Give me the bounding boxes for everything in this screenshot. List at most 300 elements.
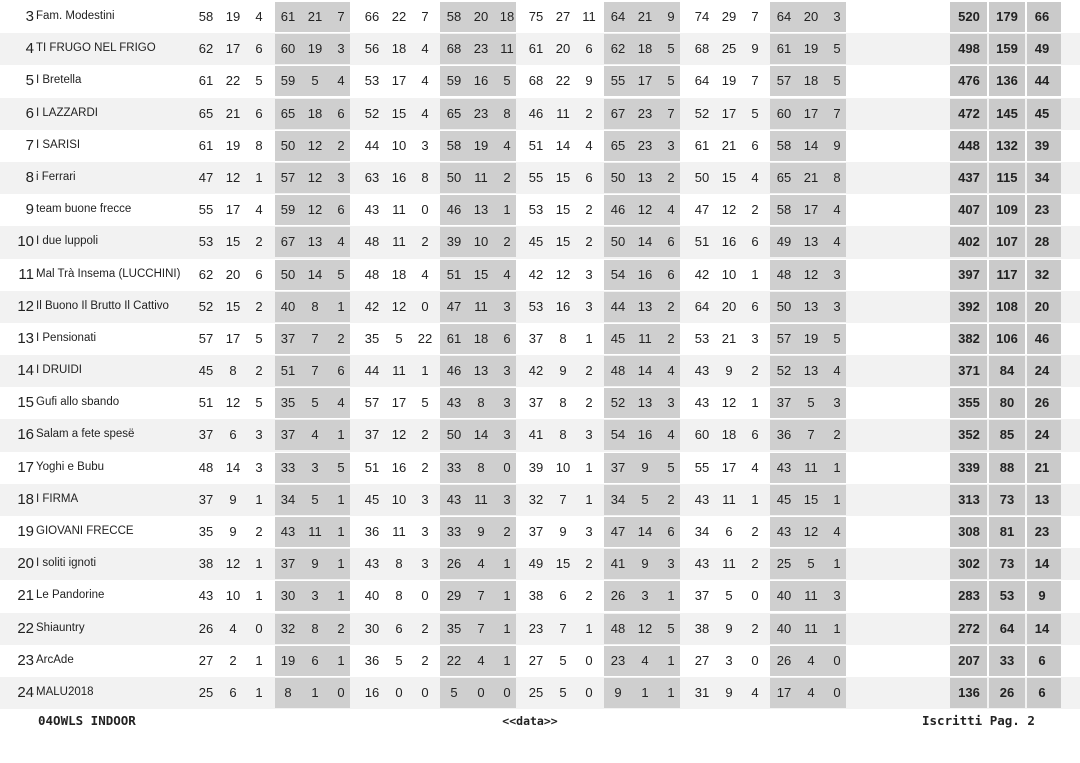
- score-cell: 4: [421, 266, 429, 282]
- score-cell: 3: [503, 491, 511, 507]
- score-cell: 8: [229, 363, 237, 379]
- score-cell: 52: [610, 395, 626, 411]
- score-cell: 0: [751, 588, 759, 604]
- score-cell: 0: [503, 684, 511, 700]
- score-cell: 9: [641, 556, 649, 572]
- score-cell: 46: [446, 202, 462, 218]
- score-cell: 75: [528, 9, 544, 24]
- score-cell: 2: [421, 620, 429, 636]
- score-cell: 58: [776, 137, 792, 153]
- score-cell: 4: [503, 266, 511, 282]
- rank-cell: 15: [17, 394, 34, 412]
- table-row: [0, 355, 1080, 387]
- score-cell: 50: [280, 266, 296, 282]
- score-cell: 64: [610, 9, 626, 24]
- score-cell: 2: [421, 652, 429, 668]
- score-cell: 64: [776, 9, 792, 24]
- total-cell: 302: [958, 556, 980, 572]
- score-cell: 12: [225, 556, 241, 572]
- score-cell: 41: [528, 427, 544, 443]
- rank-cell: 14: [17, 362, 34, 380]
- total-cell: 448: [958, 137, 980, 153]
- score-cell: 3: [585, 266, 593, 282]
- team-name-cell: I LAZZARDI: [36, 106, 98, 119]
- score-cell: 4: [421, 41, 429, 57]
- results-table: [0, 1, 1080, 709]
- score-cell: 34: [694, 524, 710, 539]
- score-cell: 7: [751, 9, 759, 24]
- score-cell: 9: [667, 9, 675, 24]
- score-cell: 15: [391, 105, 407, 121]
- score-cell: 0: [833, 652, 841, 668]
- score-cell: 8: [311, 620, 319, 636]
- rank-cell: 20: [17, 555, 34, 573]
- score-cell: 4: [751, 684, 759, 700]
- score-cell: 6: [585, 41, 593, 57]
- score-cell: 3: [503, 427, 511, 443]
- score-cell: 13: [803, 363, 819, 379]
- score-cell: 5: [725, 588, 733, 604]
- team-name-cell: I due luppoli: [36, 235, 99, 248]
- score-cell: 13: [473, 363, 489, 379]
- score-cell: 45: [528, 234, 544, 250]
- score-cell: 2: [585, 588, 593, 604]
- score-cell: 3: [833, 395, 841, 411]
- score-cell: 4: [751, 459, 759, 475]
- score-cell: 2: [503, 234, 511, 250]
- score-cell: 18: [307, 105, 323, 121]
- score-cell: 53: [198, 234, 214, 250]
- score-cell: 2: [421, 427, 429, 443]
- score-cell: 11: [500, 41, 514, 57]
- score-cell: 3: [255, 427, 263, 443]
- score-cell: 12: [637, 202, 653, 218]
- table-row: [0, 548, 1080, 580]
- score-cell: 7: [477, 620, 485, 636]
- score-cell: 3: [725, 652, 733, 668]
- team-name-cell: GIOVANI FRECCE: [36, 525, 134, 537]
- score-cell: 48: [198, 459, 214, 475]
- team-name-cell: I soliti ignoti: [36, 557, 97, 570]
- rank-cell: 4: [25, 40, 34, 58]
- score-cell: 13: [307, 234, 323, 250]
- score-cell: 52: [776, 363, 792, 379]
- rank-cell: 19: [17, 523, 34, 540]
- score-cell: 58: [198, 9, 214, 24]
- score-cell: 11: [722, 491, 736, 507]
- score-cell: 17: [637, 73, 653, 89]
- total-cell: 39: [1034, 137, 1050, 153]
- score-cell: 4: [421, 105, 429, 121]
- score-cell: 23: [610, 652, 626, 668]
- score-cell: 3: [421, 137, 429, 153]
- total-cell: 6: [1038, 652, 1046, 668]
- table-row: [0, 130, 1080, 162]
- score-cell: 1: [503, 202, 511, 218]
- score-cell: 1: [337, 556, 345, 572]
- team-name-cell: Fam. Modestini: [36, 10, 115, 22]
- score-cell: 7: [807, 427, 815, 443]
- score-cell: 2: [503, 169, 511, 185]
- score-cell: 11: [582, 9, 596, 24]
- score-cell: 14: [555, 137, 571, 153]
- score-cell: 3: [667, 395, 675, 411]
- team-name-cell: Gufi allo sbando: [36, 396, 120, 409]
- score-cell: 4: [337, 234, 345, 250]
- total-cell: 108: [996, 298, 1018, 314]
- score-cell: 65: [446, 105, 462, 121]
- table-row: [0, 33, 1080, 65]
- score-cell: 2: [833, 427, 841, 443]
- score-cell: 49: [528, 556, 544, 572]
- score-cell: 2: [229, 652, 237, 668]
- score-cell: 6: [255, 105, 263, 121]
- score-cell: 5: [667, 41, 675, 57]
- score-cell: 59: [280, 73, 296, 89]
- score-cell: 20: [555, 41, 571, 57]
- score-cell: 61: [694, 137, 710, 153]
- table-row: [0, 226, 1080, 258]
- score-cell: 53: [364, 73, 380, 89]
- score-cell: 9: [559, 363, 567, 379]
- total-cell: 382: [958, 330, 980, 346]
- table-row: [0, 194, 1080, 226]
- score-cell: 9: [585, 73, 593, 89]
- score-cell: 9: [725, 620, 733, 636]
- score-cell: 2: [337, 330, 345, 346]
- score-cell: 2: [667, 298, 675, 314]
- score-cell: 39: [528, 459, 544, 475]
- score-cell: 51: [694, 234, 710, 250]
- score-cell: 53: [528, 298, 544, 314]
- total-cell: 9: [1038, 588, 1046, 604]
- score-cell: 40: [776, 620, 792, 636]
- score-cell: 17: [225, 202, 241, 218]
- score-cell: 43: [364, 202, 380, 218]
- rank-cell: 21: [17, 587, 34, 605]
- score-cell: 45: [364, 491, 380, 507]
- score-cell: 8: [559, 330, 567, 346]
- score-cell: 6: [337, 363, 345, 379]
- score-cell: 1: [337, 652, 345, 668]
- score-cell: 0: [503, 459, 511, 475]
- score-cell: 1: [311, 684, 319, 700]
- score-cell: 6: [229, 684, 237, 700]
- score-cell: 6: [751, 298, 759, 314]
- score-cell: 65: [776, 169, 792, 185]
- score-cell: 3: [833, 266, 841, 282]
- score-cell: 2: [585, 363, 593, 379]
- score-cell: 4: [833, 234, 841, 250]
- score-cell: 23: [528, 620, 544, 636]
- score-cell: 1: [337, 298, 345, 314]
- table-row: [0, 484, 1080, 516]
- score-cell: 11: [474, 491, 488, 507]
- score-cell: 12: [225, 169, 241, 185]
- score-cell: 59: [446, 73, 462, 89]
- score-cell: 18: [391, 41, 407, 57]
- score-cell: 1: [503, 652, 511, 668]
- score-cell: 3: [421, 556, 429, 572]
- score-cell: 15: [555, 169, 571, 185]
- score-cell: 37: [280, 330, 296, 346]
- score-cell: 8: [395, 588, 403, 604]
- score-cell: 13: [803, 234, 819, 250]
- score-cell: 41: [610, 556, 626, 572]
- team-name-cell: Yoghi e Bubu: [36, 460, 105, 473]
- score-cell: 62: [198, 41, 214, 57]
- score-cell: 3: [503, 298, 511, 314]
- score-cell: 11: [638, 330, 652, 346]
- score-cell: 50: [776, 298, 792, 314]
- score-cell: 43: [446, 395, 462, 411]
- footer-event-name: 04OWLS INDOOR: [38, 713, 136, 728]
- score-cell: 13: [473, 202, 489, 218]
- team-name-cell: MALU2018: [36, 685, 94, 698]
- score-cell: 5: [807, 395, 815, 411]
- score-cell: 1: [641, 684, 649, 700]
- score-cell: 0: [833, 684, 841, 700]
- score-cell: 15: [555, 202, 571, 218]
- table-row: [0, 613, 1080, 645]
- score-cell: 3: [641, 588, 649, 604]
- score-cell: 1: [833, 620, 841, 636]
- score-cell: 3: [585, 427, 593, 443]
- score-cell: 43: [280, 524, 296, 539]
- score-cell: 52: [364, 105, 380, 121]
- score-cell: 5: [667, 620, 675, 636]
- total-cell: 85: [999, 427, 1015, 443]
- score-cell: 11: [392, 363, 406, 379]
- score-cell: 68: [528, 73, 544, 89]
- score-cell: 61: [446, 330, 462, 346]
- score-cell: 3: [833, 588, 841, 604]
- score-cell: 6: [725, 524, 733, 539]
- score-cell: 49: [776, 234, 792, 250]
- score-cell: 61: [198, 73, 214, 89]
- score-cell: 2: [751, 202, 759, 218]
- total-cell: 26: [999, 684, 1015, 700]
- score-cell: 1: [585, 491, 593, 507]
- total-cell: 132: [996, 137, 1018, 153]
- total-cell: 45: [1034, 105, 1050, 121]
- score-cell: 5: [667, 459, 675, 475]
- score-cell: 1: [337, 427, 345, 443]
- score-cell: 17: [391, 395, 407, 411]
- total-cell: 106: [996, 330, 1018, 346]
- score-cell: 3: [503, 363, 511, 379]
- score-cell: 1: [337, 588, 345, 604]
- score-cell: 4: [807, 652, 815, 668]
- score-cell: 2: [751, 363, 759, 379]
- total-cell: 23: [1034, 524, 1050, 539]
- score-cell: 2: [667, 491, 675, 507]
- score-cell: 19: [803, 41, 819, 57]
- score-cell: 43: [776, 524, 792, 539]
- score-cell: 11: [392, 202, 406, 218]
- score-cell: 5: [450, 684, 458, 700]
- score-cell: 10: [721, 266, 737, 282]
- score-cell: 5: [421, 395, 429, 411]
- score-cell: 52: [694, 105, 710, 121]
- score-cell: 46: [610, 202, 626, 218]
- score-cell: 11: [804, 459, 818, 475]
- team-name-cell: TI FRUGO NEL FRIGO: [36, 42, 156, 55]
- score-cell: 17: [225, 41, 241, 57]
- score-cell: 11: [474, 169, 488, 185]
- score-cell: 8: [503, 105, 511, 121]
- score-cell: 29: [446, 588, 462, 604]
- score-cell: 16: [721, 234, 737, 250]
- score-cell: 15: [555, 234, 571, 250]
- score-cell: 4: [337, 395, 345, 411]
- table-row: [0, 580, 1080, 612]
- score-cell: 0: [255, 620, 263, 636]
- score-cell: 2: [421, 234, 429, 250]
- score-cell: 16: [364, 684, 380, 700]
- team-name-cell: Il Buono Il Brutto Il Cattivo: [36, 299, 169, 312]
- total-cell: 84: [999, 363, 1015, 379]
- score-cell: 13: [637, 298, 653, 314]
- score-cell: 4: [585, 137, 593, 153]
- score-cell: 44: [364, 363, 380, 379]
- score-cell: 2: [255, 363, 263, 379]
- total-cell: 136: [996, 73, 1018, 89]
- score-cell: 6: [751, 137, 759, 153]
- score-cell: 36: [776, 427, 792, 443]
- score-cell: 16: [391, 459, 407, 475]
- total-cell: 179: [996, 9, 1018, 24]
- score-cell: 16: [473, 73, 489, 89]
- score-cell: 6: [395, 620, 403, 636]
- score-cell: 21: [803, 169, 819, 185]
- score-cell: 5: [395, 652, 403, 668]
- score-cell: 3: [421, 524, 429, 539]
- score-cell: 14: [637, 363, 653, 379]
- score-cell: 15: [473, 266, 489, 282]
- total-cell: 23: [1034, 202, 1050, 218]
- score-cell: 1: [255, 491, 263, 507]
- score-cell: 54: [610, 266, 626, 282]
- score-cell: 4: [833, 524, 841, 539]
- score-cell: 12: [307, 169, 323, 185]
- score-cell: 16: [555, 298, 571, 314]
- team-name-cell: Mal Trà Insema (LUCCHINI): [36, 267, 181, 280]
- score-cell: 14: [473, 427, 489, 443]
- score-cell: 48: [364, 234, 380, 250]
- score-cell: 31: [694, 684, 710, 700]
- score-cell: 21: [637, 9, 653, 24]
- total-cell: 73: [999, 556, 1015, 572]
- total-cell: 88: [999, 459, 1015, 475]
- score-cell: 36: [364, 524, 380, 539]
- score-cell: 55: [694, 459, 710, 475]
- total-cell: 339: [958, 459, 980, 475]
- total-cell: 33: [999, 652, 1015, 668]
- score-cell: 1: [833, 556, 841, 572]
- score-cell: 30: [364, 620, 380, 636]
- total-cell: 159: [996, 41, 1018, 57]
- score-cell: 18: [391, 266, 407, 282]
- score-cell: 56: [364, 41, 380, 57]
- score-cell: 21: [721, 330, 737, 346]
- team-name-cell: I FIRMA: [36, 492, 79, 505]
- rank-cell: 3: [25, 8, 34, 25]
- score-cell: 1: [503, 556, 511, 572]
- score-cell: 53: [528, 202, 544, 218]
- total-cell: 397: [958, 266, 980, 282]
- total-cell: 6: [1038, 684, 1046, 700]
- score-cell: 10: [391, 491, 407, 507]
- score-cell: 5: [559, 684, 567, 700]
- score-cell: 37: [776, 395, 792, 411]
- total-cell: 498: [958, 41, 980, 57]
- score-cell: 5: [833, 41, 841, 57]
- total-cell: 24: [1034, 363, 1050, 379]
- score-cell: 35: [198, 524, 214, 539]
- table-row: [0, 452, 1080, 484]
- score-cell: 43: [446, 491, 462, 507]
- score-cell: 7: [667, 105, 675, 121]
- score-cell: 37: [198, 491, 214, 507]
- score-cell: 4: [807, 684, 815, 700]
- rank-cell: 12: [17, 297, 34, 315]
- score-cell: 3: [311, 588, 319, 604]
- score-cell: 21: [225, 105, 241, 121]
- footer-page-label: Iscritti Pag. 2: [922, 713, 1035, 728]
- score-cell: 43: [694, 395, 710, 411]
- score-cell: 1: [667, 652, 675, 668]
- score-cell: 17: [721, 105, 737, 121]
- score-cell: 3: [503, 395, 511, 411]
- score-cell: 57: [364, 395, 380, 411]
- score-cell: 65: [610, 137, 626, 153]
- score-cell: 0: [751, 652, 759, 668]
- score-cell: 11: [474, 298, 488, 314]
- score-cell: 8: [395, 556, 403, 572]
- rank-cell: 7: [25, 136, 34, 154]
- total-cell: 13: [1034, 491, 1050, 507]
- total-cell: 26: [1034, 395, 1050, 411]
- score-cell: 48: [364, 266, 380, 282]
- score-cell: 44: [364, 137, 380, 153]
- score-cell: 1: [585, 620, 593, 636]
- score-cell: 2: [585, 234, 593, 250]
- score-cell: 12: [225, 395, 241, 411]
- score-cell: 57: [280, 169, 296, 185]
- score-cell: 4: [833, 202, 841, 218]
- score-cell: 12: [391, 427, 407, 443]
- team-name-cell: I Pensionati: [36, 331, 97, 344]
- score-cell: 25: [721, 41, 737, 57]
- score-cell: 1: [503, 588, 511, 604]
- score-cell: 47: [446, 298, 462, 314]
- rank-cell: 24: [17, 683, 34, 701]
- total-cell: 437: [958, 169, 980, 185]
- score-cell: 2: [503, 524, 511, 539]
- score-cell: 20: [721, 298, 737, 314]
- score-cell: 0: [337, 684, 345, 700]
- score-cell: 37: [198, 427, 214, 443]
- score-cell: 0: [477, 684, 485, 700]
- score-cell: 43: [364, 556, 380, 572]
- score-cell: 10: [555, 459, 571, 475]
- score-cell: 43: [776, 459, 792, 475]
- total-cell: 24: [1034, 427, 1050, 443]
- score-cell: 7: [751, 73, 759, 89]
- score-cell: 7: [559, 491, 567, 507]
- score-cell: 17: [776, 684, 792, 700]
